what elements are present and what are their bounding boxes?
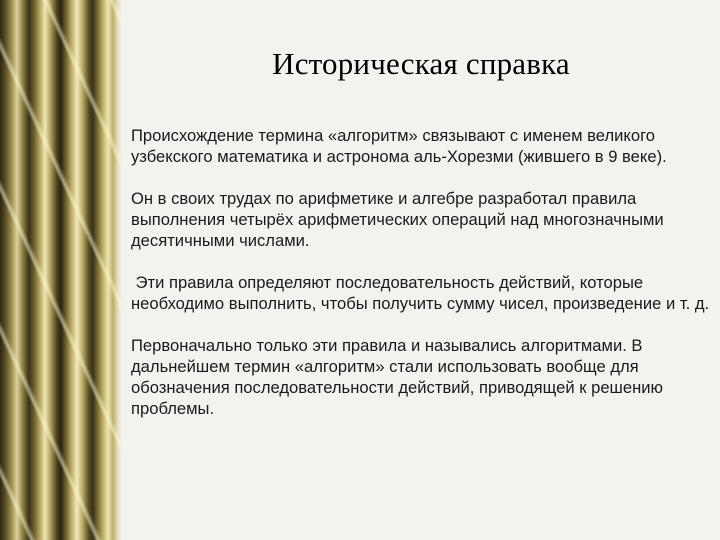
- paragraph-origin: Происхождение термина «алгоритм» связывают с именем великого узбекского математика и астронома аль-Хорезми (жившего в 9 веке).: [131, 126, 667, 166]
- slide-body: [131, 125, 711, 440]
- decorative-gold-border: [0, 0, 122, 540]
- slide-title: Историческая справка: [272, 46, 570, 81]
- paragraph-rules: Он в своих трудах по арифметике и алгебре разработал правила выполнения четырёх арифметических операций над многозначными десятичными числами.: [131, 189, 669, 250]
- paragraph-sequence: Эти правила определяют последовательность действий, которые необходимо выполнить, чтобы получить сумму чисел, произведение и т. д.: [131, 273, 710, 313]
- paragraph-algorithms: Первоначально только эти правила и назывались алгоритмами. В дальнейшем термин «алгоритм» стали использовать вообще для обозначения последовательности действий, приводящей к решению проблемы.: [131, 336, 668, 418]
